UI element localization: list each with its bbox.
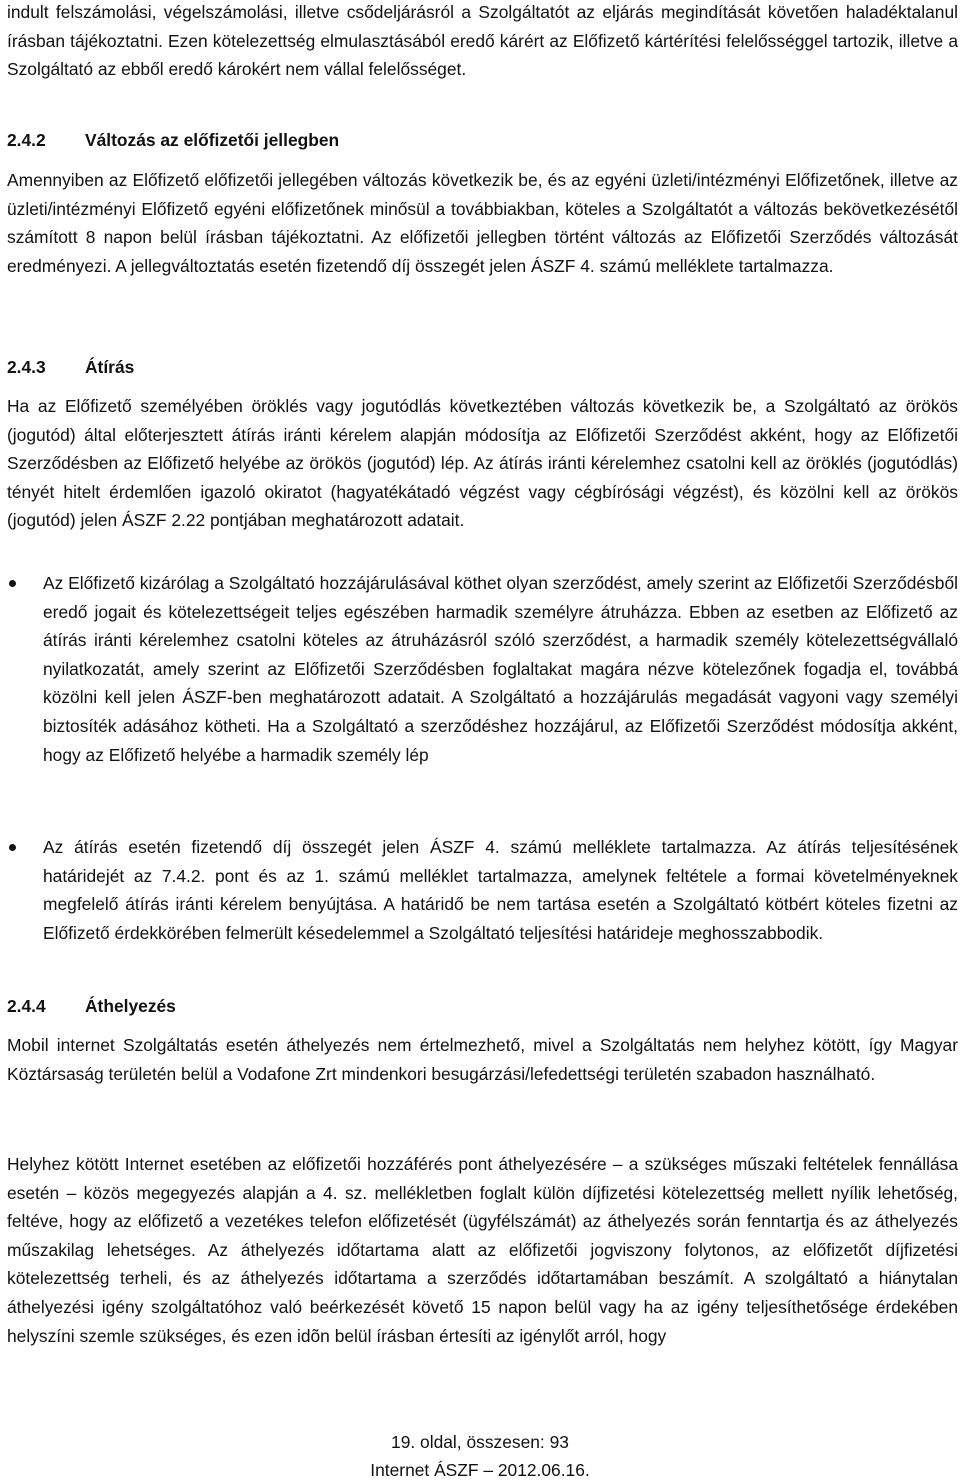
section-title: Áthelyezés xyxy=(85,996,176,1016)
paragraph-fixed-relocation: Helyhez kötött Internet esetében az előfizetői hozzáférés pont áthelyezésére – a szükséges műszaki feltételek fennállása esetén – közös megegyezés alapján a 4. sz. mellékletben foglalt külön díjfizetési kötelezettség mellett nyílik lehetőség, feltéve, hogy az előfizető a vezetékes telefon előfizetését (ügyfélszámát) az áthelyezés során fenntartja és az áthelyezés műszakilag lehetséges. Az áthelyezés időtartama alatt az előfizetői jogviszony folytonos, az előfizetőt díjfizetési kötelezettség terheli, és az áthelyezés időtartama a szerződés időtartamában beszámít. A szolgáltató a hiánytalan áthelyezési igény szolgáltatóhoz való beérkezését követő 15 napon belül vagy ha az igény teljesíthetősége érdekében helyszíni szemle szükséges, és ezen idõn belül írásban értesíti az igénylőt arról, hogy xyxy=(7,1154,958,1346)
section-heading-2-4-4 xyxy=(7,992,947,1021)
section-number: 2.4.3 xyxy=(7,357,46,377)
section-number: 2.4.4 xyxy=(7,996,46,1016)
section-title: Átírás xyxy=(85,357,135,377)
section-heading-2-4-2 xyxy=(7,126,947,155)
paragraph-mobile-relocation: Mobil internet Szolgáltatás esetén áthelyezés nem értelmezhető, mivel a Szolgáltatás nem helyhez kötött, így Magyar Köztársaság területén belül a Vodafone Zrt mindenkori besugárzási/lefedettségi területén szabadon használható. xyxy=(7,1035,958,1084)
section-heading-2-4-3 xyxy=(7,353,947,382)
list-item-text: Az Előfizető kizárólag a Szolgáltató hozzájárulásával köthet olyan szerződést, amely szerint az Előfizetői Szerződésből eredő jogait és kötelezettségeit teljes egészében harmadik személyre átruházza. Ebben az esetben az Előfizető az átírás iránti kérelemhez csatolni köteles az átruházásról szóló szerződést, a harmadik személy kötelezettségvállaló nyilatkozatát, amely szerint az Előfizetői Szerződésben foglaltakat magára nézve kötelezőnek fogadja el, továbbá közölni kell jelen ÁSZF-ben meghatározott adatait. A Szolgáltató a hozzájárulás megadását vagyoni vagy személyi biztosíték adásához kötheti. Ha a Szolgáltató a szerződéshez hozzájárul, az Előfizetői Szerződést módosítja akként, hogy az Előfizető helyébe a harmadik személy lép xyxy=(43,573,958,765)
footer-page-info: 19. oldal, összesen: 93 xyxy=(391,1432,569,1452)
paragraph-subscriber-type-change: Amennyiben az Előfizető előfizetői jellegében változás következik be, és az egyéni üzleti/intézményi Előfizetőnek, illetve az üzleti/intézményi Előfizető egyéni előfizetőnek minősül a továbbiakban, köteles a Szolgáltatót a változás bekövetkezésétől számított 8 napon belül írásban tájékoztatni. Az előfizetői jellegben történt változás az Előfizetői Szerződés változását eredményezi. A jellegváltoztatás esetén fizetendő díj összegét jelen ÁSZF 4. számú melléklete tartalmazza. xyxy=(7,170,958,276)
paragraph-insolvency: indult felszámolási, végelszámolási, illetve csődeljárásról a Szolgáltatót az eljárás megindítását követően haladéktalanul írásban tájékoztatni. Ezen kötelezettség elmulasztásából eredő kárért az Előfizető kártérítési felelősséggel tartozik, illetve a Szolgáltató az ebből eredő károkért nem vállal felelősséget. xyxy=(7,2,958,80)
paragraph-transfer: Ha az Előfizető személyében öröklés vagy jogutódlás következtében változás következik be, a Szolgáltató az örökös (jogutód) által előterjesztett átírás iránti kérelem alapján módosítja az Előfizetői Szerződést akként, hogy az Előfizetői Szerződésben az Előfizető helyébe az örökös (jogutód) lép. Az átírás iránti kérelemhez csatolni kell az öröklés (jogutódlás) tényét hitelt érdemlően igazoló okiratot (hagyatékátadó végzést vagy cégbírósági végzést), és közölni kell az örökös (jogutód) jelen ÁSZF 2.22 pontjában meghatározott adatait. xyxy=(7,396,958,531)
bullet-icon xyxy=(9,580,16,587)
section-title: Változás az előfizetői jellegben xyxy=(85,130,340,150)
bullet-icon xyxy=(9,844,16,851)
section-number: 2.4.2 xyxy=(7,130,46,150)
footer-doc-info: Internet ÁSZF – 2012.06.16. xyxy=(370,1460,590,1480)
list-item-text: Az átírás esetén fizetendő díj összegét jelen ÁSZF 4. számú melléklete tartalmazza. Az átírás teljesítésének határidejét az 7.4.2. pont és az 1. számú melléklet tartalmazza, amelynek feltétele a formai követelményeknek megfelelő átírás iránti kérelem benyújtása. A határidő be nem tartása esetén a Szolgáltató kötbért köteles fizetni az Előfizető érdekkörében felmerült késedelemmel a Szolgáltató teljesítési határideje meghosszabbodik. xyxy=(43,837,958,943)
